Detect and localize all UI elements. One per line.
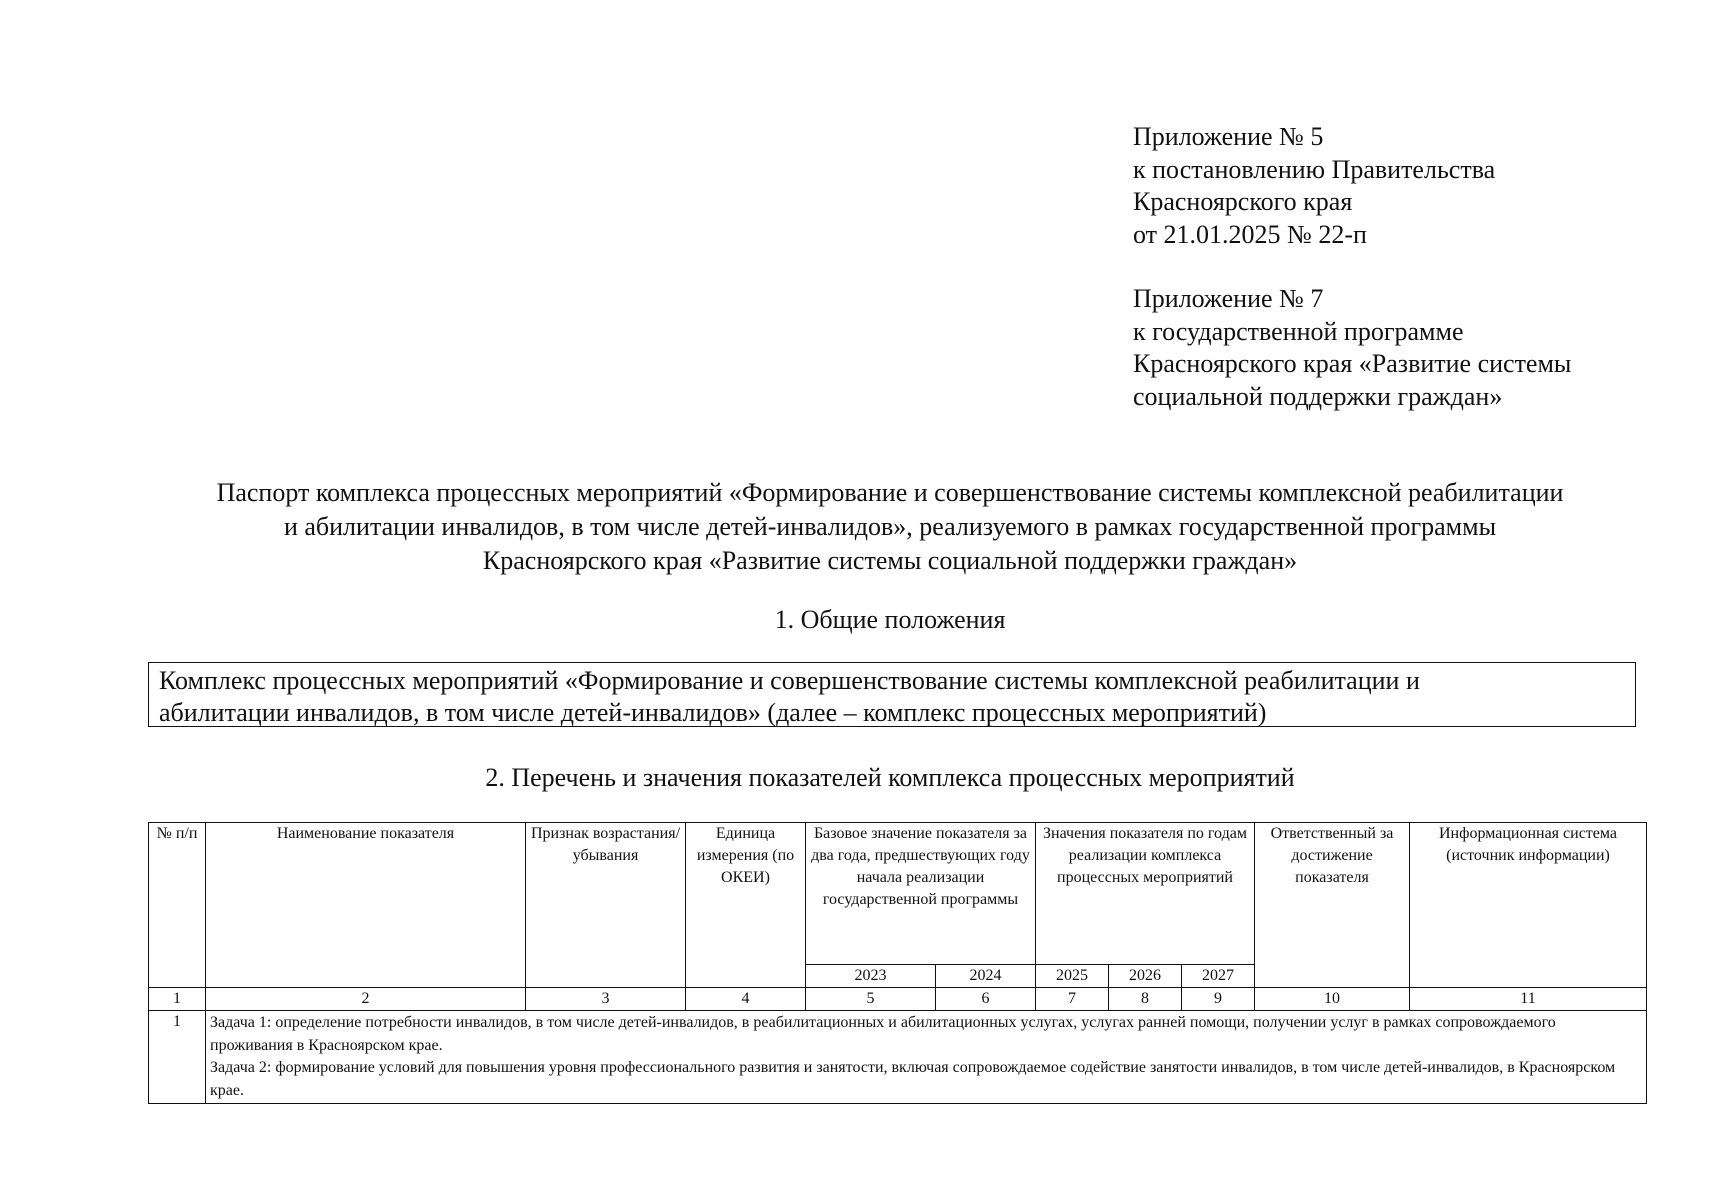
appendix-7-line-3: Красноярского края «Развитие системы xyxy=(1133,349,1572,378)
column-number-6: 6 xyxy=(936,988,1036,1011)
header-indicator-name: Наименование показателя xyxy=(206,823,526,988)
passport-title xyxy=(100,476,1680,578)
column-number-8: 8 xyxy=(1109,988,1182,1011)
header-num: № п/п xyxy=(149,823,206,988)
header-year-2027: 2027 xyxy=(1182,965,1255,988)
header-year-2023: 2023 xyxy=(806,965,936,988)
appendix-5-line-3: Красноярского края xyxy=(1133,187,1353,216)
header-yearly-values: Значения показателя по годам реализации комплекса процессных мероприятий xyxy=(1036,823,1255,965)
header-year-2025: 2025 xyxy=(1036,965,1109,988)
header-base-value: Базовое значение показателя за два года, предшествующих году начала реализации государственной программы xyxy=(806,823,1036,965)
header-responsible: Ответственный за достижение показателя xyxy=(1255,823,1410,988)
appendix-5-line-1: Приложение № 5 xyxy=(1133,122,1324,151)
task-2-text: Задача 2: формирование условий для повышения уровня профессионального развития и занятости, включая сопровождаемое содействие занятости инвалидов, в том числе детей-инвалидов, в Красноярском крае. xyxy=(210,1059,1616,1099)
passport-title-line-2: и абилитации инвалидов, в том числе детей-инвалидов», реализуемого в рамках государственной программы xyxy=(283,512,1497,541)
column-number-9: 9 xyxy=(1182,988,1255,1011)
section-1-heading: 1. Общие положения xyxy=(774,605,1006,634)
appendix-7-block xyxy=(1133,283,1571,413)
appendix-7-line-2: к государственной программе xyxy=(1133,316,1464,346)
passport-title-line-3: Красноярского края «Развитие системы социальной поддержки граждан» xyxy=(482,546,1298,575)
indicators-table xyxy=(148,822,1647,1104)
column-number-2: 2 xyxy=(206,988,526,1011)
column-number-3: 3 xyxy=(526,988,686,1011)
complex-description-line-1: Комплекс процессных мероприятий «Формирование и совершенствование системы комплексной реабилитации и xyxy=(159,666,1420,695)
appendix-5-line-4: от 21.01.2025 № 22-п xyxy=(1133,219,1367,249)
row-number: 1 xyxy=(149,1011,206,1104)
complex-description-box xyxy=(148,662,1636,727)
column-number-5: 5 xyxy=(806,988,936,1011)
tasks-cell xyxy=(206,1011,1647,1104)
header-trend-sign: Признак возрастания/ убывания xyxy=(526,823,686,988)
column-number-1: 1 xyxy=(149,988,206,1011)
column-number-7: 7 xyxy=(1036,988,1109,1011)
header-info-system: Информационная система (источник информации) xyxy=(1410,823,1647,988)
column-numbers-row xyxy=(149,988,1647,1011)
column-number-4: 4 xyxy=(686,988,806,1011)
column-number-11: 11 xyxy=(1410,988,1647,1011)
passport-title-line-1: Паспорт комплекса процессных мероприятий «Формирование и совершенствование системы комплексной реабилитации xyxy=(216,478,1564,507)
complex-description-line-2: абилитации инвалидов, в том числе детей-инвалидов» (далее – комплекс процессных мероприятий) xyxy=(159,697,1267,727)
column-number-10: 10 xyxy=(1255,988,1410,1011)
table-row xyxy=(149,1011,1647,1104)
header-year-2024: 2024 xyxy=(936,965,1036,988)
header-unit: Единица измерения (по ОКЕИ) xyxy=(686,823,806,988)
appendix-5-line-2: к постановлению Правительства xyxy=(1133,154,1496,184)
appendix-7-line-4: социальной поддержки граждан» xyxy=(1133,381,1503,411)
appendix-5-block xyxy=(1133,121,1495,251)
header-year-2026: 2026 xyxy=(1109,965,1182,988)
task-1-text: Задача 1: определение потребности инвалидов, в том числе детей-инвалидов, в реабилитационных и абилитационных услугах, услугах ранней помощи, получении услуг в рамках сопровождаемого проживания в Красноярском крае. xyxy=(210,1014,1556,1054)
appendix-7-line-1: Приложение № 7 xyxy=(1133,284,1324,313)
section-2-heading: 2. Перечень и значения показателей комплекса процессных мероприятий xyxy=(485,763,1295,792)
